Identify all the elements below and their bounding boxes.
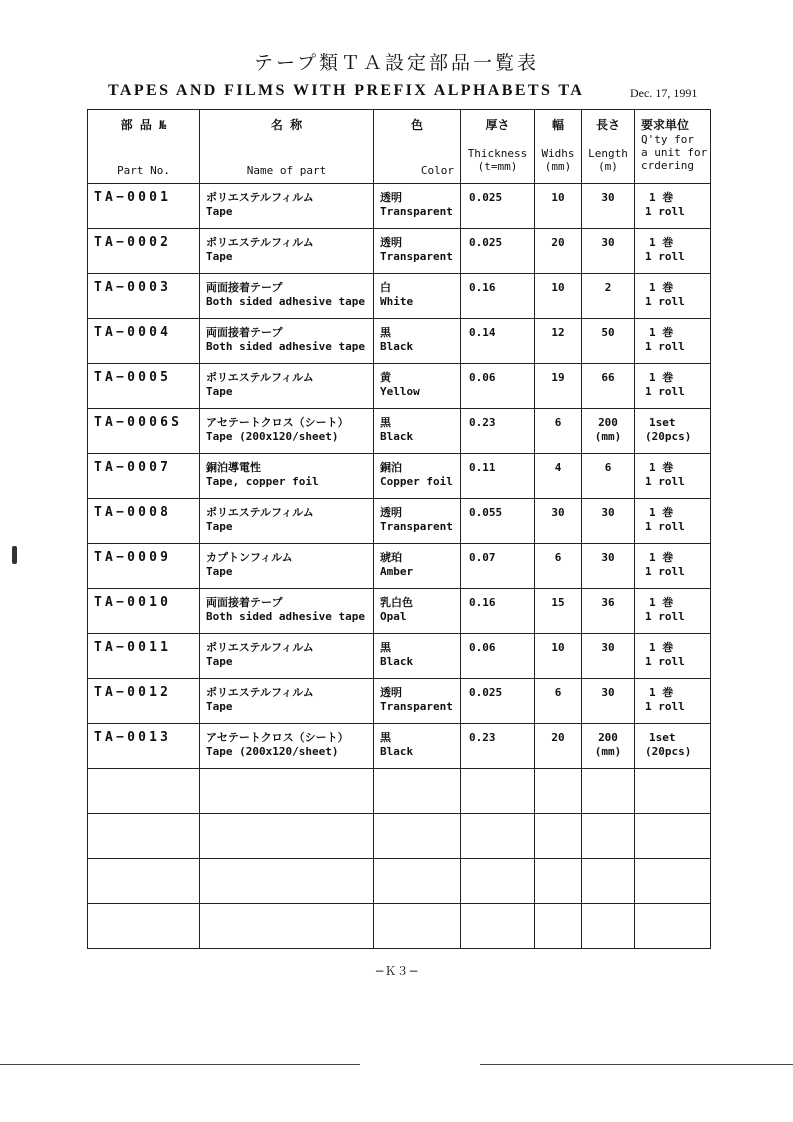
cell-quantity-qty2: 1 roll	[645, 700, 685, 713]
cell-quantity-qty1: 1 巻	[649, 686, 674, 699]
cell-part-no-part: TA−0012	[94, 685, 172, 700]
cell-part-no	[88, 364, 200, 409]
cell-color-color-jp: 琥珀	[380, 551, 402, 564]
cell-length-length: 2	[604, 281, 612, 294]
cell-length-length: 30	[601, 191, 615, 204]
cell-quantity-qty1: 1set	[649, 416, 676, 429]
cell-name	[200, 589, 374, 634]
table-row	[88, 679, 711, 724]
table-row	[88, 724, 711, 769]
cell-color	[374, 679, 461, 724]
empty-cell	[200, 769, 374, 814]
empty-cell	[88, 814, 200, 859]
cell-quantity-qty1: 1 巻	[649, 596, 674, 609]
cell-width-width: 19	[551, 371, 565, 384]
cell-quantity-qty1: 1 巻	[649, 191, 674, 204]
cell-length	[582, 409, 635, 454]
cell-color	[374, 499, 461, 544]
cell-length-length: 6	[604, 461, 612, 474]
cell-part-no-part: TA−0005	[94, 370, 172, 385]
cell-quantity-qty2: 1 roll	[645, 340, 685, 353]
empty-cell	[200, 814, 374, 859]
cell-quantity-qty1: 1set	[649, 731, 676, 744]
empty-cell	[200, 859, 374, 904]
table-row	[88, 409, 711, 454]
empty-cell	[88, 769, 200, 814]
cell-thickness	[461, 364, 535, 409]
empty-table-row	[88, 859, 711, 904]
empty-cell	[535, 859, 582, 904]
cell-color	[374, 409, 461, 454]
empty-cell	[88, 859, 200, 904]
cell-width	[535, 679, 582, 724]
empty-table-row	[88, 904, 711, 949]
cell-name-name-en: Tape, copper foil	[206, 475, 319, 488]
cell-thickness	[461, 724, 535, 769]
cell-color	[374, 724, 461, 769]
cell-color-color-jp: 透明	[380, 191, 402, 204]
cell-quantity-qty2: 1 roll	[645, 475, 685, 488]
cell-width-width: 10	[551, 191, 565, 204]
cell-length	[582, 544, 635, 589]
cell-part-no	[88, 724, 200, 769]
empty-cell	[582, 814, 635, 859]
cell-length	[582, 634, 635, 679]
cell-color-color-jp: 黒	[380, 641, 391, 654]
cell-length-length: 66	[601, 371, 615, 384]
cell-length-length: 30	[601, 551, 615, 564]
cell-width	[535, 454, 582, 499]
parts-table	[87, 109, 711, 949]
cell-quantity-qty2: (20pcs)	[645, 745, 692, 758]
cell-quantity	[635, 409, 711, 454]
cell-name-name-jp: 銅泊導電性	[206, 461, 261, 474]
cell-name	[200, 679, 374, 724]
empty-cell	[582, 859, 635, 904]
cell-color-color-jp: 銅泊	[380, 461, 402, 474]
cell-quantity-qty2: 1 roll	[645, 250, 685, 263]
cell-name-name-en: Both sided adhesive tape	[206, 340, 365, 353]
page-number: −Ｋ３−	[374, 964, 419, 978]
table-row	[88, 499, 711, 544]
cell-quantity-qty1: 1 巻	[649, 281, 674, 294]
header-width: 幅 Widhs (mm)	[535, 110, 582, 184]
cell-width	[535, 229, 582, 274]
header-color: 色 Color	[374, 110, 461, 184]
cell-color-color-jp: 透明	[380, 236, 402, 249]
cell-part-no	[88, 634, 200, 679]
cell-name-name-jp: ポリエステルフィルム	[206, 236, 314, 249]
cell-width-width: 30	[551, 506, 565, 519]
cell-quantity-qty2: 1 roll	[645, 610, 685, 623]
cell-name-name-jp: カプトンフィルム	[206, 551, 293, 564]
cell-length-length: 30	[601, 686, 615, 699]
cell-color-color-jp: 乳白色	[380, 596, 413, 609]
cell-length	[582, 589, 635, 634]
cell-part-no	[88, 229, 200, 274]
cell-color-color-en: Black	[380, 745, 414, 758]
cell-width-width: 6	[554, 686, 562, 699]
cell-quantity-qty1: 1 巻	[649, 371, 674, 384]
table-row	[88, 229, 711, 274]
cell-name	[200, 634, 374, 679]
cell-quantity-qty2: 1 roll	[645, 295, 685, 308]
cell-width	[535, 319, 582, 364]
cell-color-color-en: White	[380, 295, 414, 308]
table-header-row	[88, 110, 711, 184]
cell-thickness-thickness: 0.025	[469, 191, 503, 204]
cell-thickness	[461, 319, 535, 364]
cell-part-no-part: TA−0011	[94, 640, 172, 655]
cell-color-color-en: Black	[380, 340, 414, 353]
cell-width-width: 4	[554, 461, 562, 474]
header-name: 名 称 Name of part	[200, 110, 374, 184]
cell-color	[374, 589, 461, 634]
cell-length-length-unit: (mm)	[594, 745, 622, 758]
cell-color	[374, 454, 461, 499]
table-row	[88, 454, 711, 499]
empty-cell	[461, 814, 535, 859]
header-part-no: 部 品 № Part No.	[88, 110, 200, 184]
cell-width	[535, 634, 582, 679]
cell-thickness-thickness: 0.16	[469, 596, 496, 609]
empty-cell	[461, 859, 535, 904]
cell-part-no-part: TA−0013	[94, 730, 172, 745]
cell-part-no-part: TA−0007	[94, 460, 172, 475]
cell-name-name-jp: アセテートクロス（シート）	[206, 731, 349, 744]
cell-color-color-en: Transparent	[380, 520, 453, 533]
cell-width-width: 20	[551, 236, 565, 249]
empty-table-row	[88, 769, 711, 814]
cell-thickness	[461, 454, 535, 499]
cell-name-name-en: Tape (200x120/sheet)	[206, 745, 339, 758]
empty-cell	[200, 904, 374, 949]
cell-color-color-en: Amber	[380, 565, 414, 578]
table-row	[88, 634, 711, 679]
cell-length	[582, 454, 635, 499]
cell-part-no-part: TA−0010	[94, 595, 172, 610]
empty-table-row	[88, 814, 711, 859]
cell-quantity	[635, 184, 711, 229]
cell-width-width: 6	[554, 551, 562, 564]
cell-quantity	[635, 544, 711, 589]
cell-thickness-thickness: 0.025	[469, 236, 503, 249]
cell-color	[374, 319, 461, 364]
cell-color-color-en: Copper foil	[380, 475, 453, 488]
cell-part-no	[88, 409, 200, 454]
cell-quantity	[635, 319, 711, 364]
cell-color-color-en: Black	[380, 430, 414, 443]
cell-part-no	[88, 454, 200, 499]
cell-color-color-jp: 白	[380, 281, 391, 294]
cell-name	[200, 499, 374, 544]
cell-quantity	[635, 724, 711, 769]
header-length: 長さ Length (m)	[582, 110, 635, 184]
cell-width-width: 20	[551, 731, 565, 744]
empty-cell	[582, 904, 635, 949]
cell-name-name-jp: ポリエステルフィルム	[206, 191, 314, 204]
cell-color-color-jp: 透明	[380, 506, 402, 519]
empty-cell	[461, 904, 535, 949]
cell-name-name-en: Tape	[206, 520, 233, 533]
cell-part-no	[88, 544, 200, 589]
cell-part-no	[88, 274, 200, 319]
table-row	[88, 184, 711, 229]
empty-cell	[635, 814, 711, 859]
cell-width	[535, 724, 582, 769]
cell-quantity-qty2: 1 roll	[645, 565, 685, 578]
cell-length-length: 50	[601, 326, 615, 339]
cell-length-length: 30	[601, 236, 615, 249]
empty-cell	[535, 904, 582, 949]
page-title-japanese: テープ類ＴＡ設定部品一覧表	[253, 52, 540, 74]
cell-quantity-qty1: 1 巻	[649, 236, 674, 249]
cell-length	[582, 724, 635, 769]
empty-cell	[374, 904, 461, 949]
cell-length-length: 36	[601, 596, 615, 609]
cell-quantity-qty1: 1 巻	[649, 641, 674, 654]
cell-name-name-en: Tape	[206, 700, 233, 713]
table-row	[88, 274, 711, 319]
empty-cell	[461, 769, 535, 814]
cell-color	[374, 274, 461, 319]
cell-length-length-unit: (mm)	[594, 430, 622, 443]
header-quantity: 要求単位 Q'ty for a unit for crdering	[635, 110, 711, 184]
bottom-rule-left	[0, 1064, 360, 1065]
table-row	[88, 364, 711, 409]
cell-name-name-jp: 両面接着テープ	[206, 596, 283, 609]
cell-quantity-qty2: 1 roll	[645, 520, 685, 533]
cell-color-color-en: Yellow	[380, 385, 420, 398]
cell-name	[200, 454, 374, 499]
cell-quantity	[635, 454, 711, 499]
cell-name-name-jp: ポリエステルフィルム	[206, 686, 314, 699]
cell-name-name-jp: ポリエステルフィルム	[206, 371, 314, 384]
cell-length	[582, 364, 635, 409]
cell-name-name-jp: ポリエステルフィルム	[206, 641, 314, 654]
cell-thickness-thickness: 0.23	[469, 416, 496, 429]
empty-cell	[88, 904, 200, 949]
table-row	[88, 589, 711, 634]
cell-color-color-en: Transparent	[380, 250, 453, 263]
header-thickness: 厚さ Thickness (t=mm)	[461, 110, 535, 184]
cell-part-no	[88, 499, 200, 544]
cell-thickness-thickness: 0.06	[469, 371, 496, 384]
cell-name	[200, 319, 374, 364]
cell-color-color-jp: 黒	[380, 416, 391, 429]
cell-quantity	[635, 364, 711, 409]
cell-name-name-en: Tape	[206, 250, 233, 263]
cell-name-name-jp: アセテートクロス（シート）	[206, 416, 349, 429]
cell-thickness-thickness: 0.07	[469, 551, 496, 564]
cell-color	[374, 364, 461, 409]
cell-length-length: 30	[601, 641, 615, 654]
cell-part-no-part: TA−0002	[94, 235, 172, 250]
cell-thickness-thickness: 0.055	[469, 506, 503, 519]
cell-part-no	[88, 679, 200, 724]
cell-part-no-part: TA−0001	[94, 190, 172, 205]
cell-color-color-jp: 透明	[380, 686, 402, 699]
cell-thickness	[461, 499, 535, 544]
cell-thickness	[461, 229, 535, 274]
cell-name	[200, 409, 374, 454]
table-row	[88, 319, 711, 364]
empty-cell	[635, 904, 711, 949]
cell-width-width: 12	[551, 326, 565, 339]
cell-quantity-qty1: 1 巻	[649, 506, 674, 519]
cell-quantity-qty2: 1 roll	[645, 655, 685, 668]
cell-quantity	[635, 274, 711, 319]
cell-color-color-jp: 黄	[380, 371, 391, 384]
cell-width	[535, 499, 582, 544]
cell-quantity	[635, 679, 711, 724]
cell-width-width: 10	[551, 641, 565, 654]
cell-name-name-en: Tape	[206, 205, 233, 218]
cell-name-name-en: Both sided adhesive tape	[206, 610, 365, 623]
cell-thickness	[461, 409, 535, 454]
cell-name	[200, 274, 374, 319]
cell-thickness	[461, 634, 535, 679]
cell-thickness	[461, 544, 535, 589]
cell-color-color-en: Black	[380, 655, 414, 668]
cell-length	[582, 679, 635, 724]
cell-length-length: 200	[598, 731, 618, 744]
empty-cell	[635, 769, 711, 814]
cell-quantity	[635, 634, 711, 679]
cell-color-color-en: Transparent	[380, 700, 453, 713]
cell-width	[535, 274, 582, 319]
cell-thickness-thickness: 0.025	[469, 686, 503, 699]
cell-width	[535, 589, 582, 634]
cell-name	[200, 544, 374, 589]
cell-name-name-en: Tape	[206, 565, 233, 578]
cell-part-no-part: TA−0003	[94, 280, 172, 295]
cell-width	[535, 544, 582, 589]
cell-quantity-qty2: 1 roll	[645, 385, 685, 398]
cell-width-width: 6	[554, 416, 562, 429]
cell-color-color-jp: 黒	[380, 731, 391, 744]
cell-part-no	[88, 589, 200, 634]
cell-thickness	[461, 184, 535, 229]
cell-quantity-qty1: 1 巻	[649, 326, 674, 339]
cell-thickness	[461, 274, 535, 319]
cell-part-no-part: TA−0004	[94, 325, 172, 340]
empty-cell	[374, 769, 461, 814]
cell-length	[582, 319, 635, 364]
cell-color	[374, 184, 461, 229]
cell-name-name-jp: ポリエステルフィルム	[206, 506, 314, 519]
cell-name-name-en: Both sided adhesive tape	[206, 295, 365, 308]
cell-quantity-qty1: 1 巻	[649, 461, 674, 474]
cell-thickness-thickness: 0.06	[469, 641, 496, 654]
scan-speck	[12, 546, 17, 564]
cell-name	[200, 229, 374, 274]
cell-name-name-jp: 両面接着テープ	[206, 281, 283, 294]
cell-width	[535, 364, 582, 409]
cell-length	[582, 274, 635, 319]
cell-quantity-qty2: (20pcs)	[645, 430, 692, 443]
cell-length	[582, 184, 635, 229]
empty-cell	[535, 769, 582, 814]
cell-color-color-en: Opal	[380, 610, 407, 623]
cell-part-no-part: TA−0006S	[94, 415, 183, 430]
cell-color-color-en: Transparent	[380, 205, 453, 218]
cell-width-width: 10	[551, 281, 565, 294]
page-title-english: TAPES AND FILMS WITH PREFIX ALPHABETS TA	[108, 82, 585, 99]
cell-part-no	[88, 184, 200, 229]
bottom-rule-right	[480, 1064, 793, 1065]
cell-name	[200, 724, 374, 769]
empty-cell	[374, 814, 461, 859]
cell-length-length: 30	[601, 506, 615, 519]
cell-length-length: 200	[598, 416, 618, 429]
cell-thickness-thickness: 0.23	[469, 731, 496, 744]
empty-cell	[374, 859, 461, 904]
cell-width	[535, 184, 582, 229]
cell-color	[374, 229, 461, 274]
cell-length	[582, 229, 635, 274]
cell-name-name-en: Tape (200x120/sheet)	[206, 430, 339, 443]
cell-color-color-jp: 黒	[380, 326, 391, 339]
cell-width-width: 15	[551, 596, 565, 609]
cell-quantity-qty2: 1 roll	[645, 205, 685, 218]
empty-cell	[582, 769, 635, 814]
document-date: Dec. 17, 1991	[630, 86, 698, 100]
cell-part-no-part: TA−0008	[94, 505, 172, 520]
cell-thickness-thickness: 0.11	[469, 461, 496, 474]
cell-name-name-en: Tape	[206, 385, 233, 398]
cell-name-name-jp: 両面接着テープ	[206, 326, 283, 339]
cell-thickness-thickness: 0.16	[469, 281, 496, 294]
cell-part-no	[88, 319, 200, 364]
cell-quantity	[635, 229, 711, 274]
cell-color	[374, 634, 461, 679]
cell-part-no-part: TA−0009	[94, 550, 172, 565]
cell-thickness	[461, 679, 535, 724]
empty-cell	[635, 859, 711, 904]
cell-length	[582, 499, 635, 544]
cell-name	[200, 184, 374, 229]
cell-color	[374, 544, 461, 589]
cell-quantity-qty1: 1 巻	[649, 551, 674, 564]
cell-thickness	[461, 589, 535, 634]
cell-name-name-en: Tape	[206, 655, 233, 668]
cell-thickness-thickness: 0.14	[469, 326, 496, 339]
empty-cell	[535, 814, 582, 859]
cell-quantity	[635, 589, 711, 634]
table-row	[88, 544, 711, 589]
cell-name	[200, 364, 374, 409]
cell-width	[535, 409, 582, 454]
cell-quantity	[635, 499, 711, 544]
